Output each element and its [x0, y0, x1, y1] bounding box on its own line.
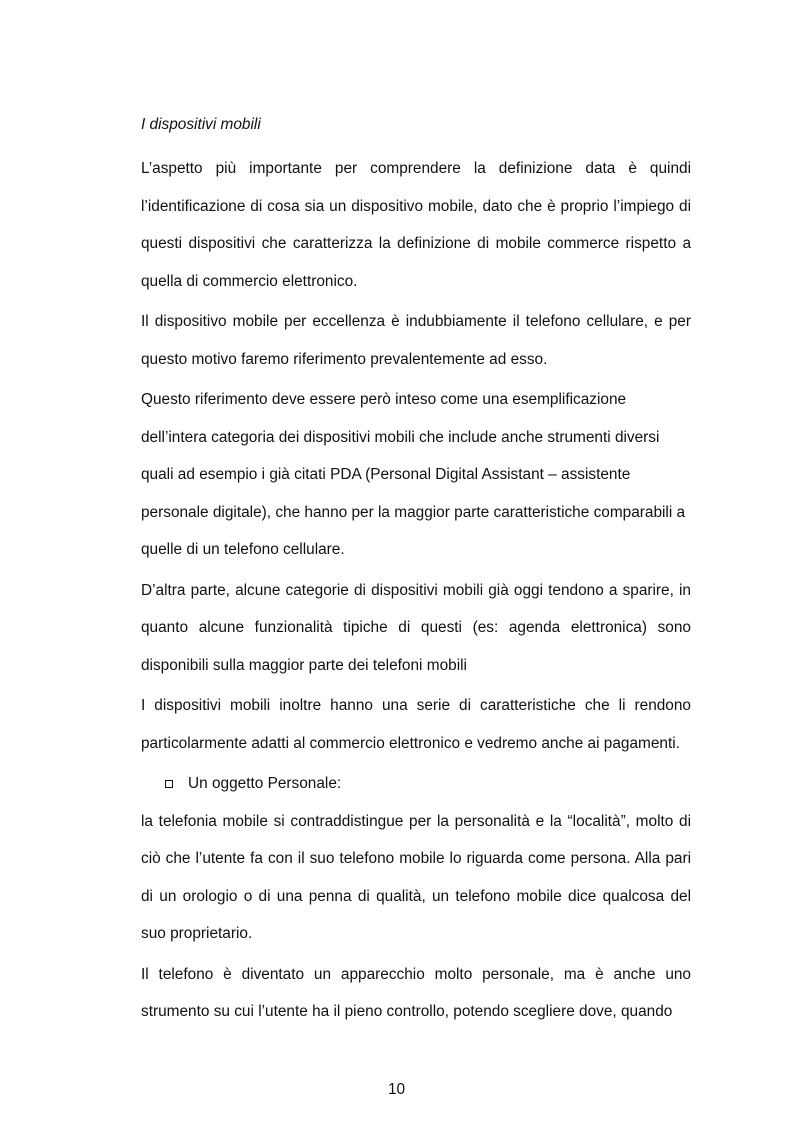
paragraph: I dispositivi mobili inoltre hanno una serie di caratteristiche che li rendono particolarmente adatti al commercio elettronico e vedremo anche ai pagamenti. — [141, 697, 691, 752]
bullet-text: Un oggetto Personale: — [188, 775, 342, 792]
page-number: 10 — [387, 1081, 406, 1098]
page-body — [141, 112, 691, 1034]
paragraph: Questo riferimento deve essere però inteso come una esemplificazione dell’intera categoria dei dispositivi mobili che include anche strumenti diversi quali ad esempio i già citati PDA (Personal Digital Assistant – assistente personale digitale), che hanno per la maggior parte caratteristiche comparabili a quelle di un telefono cellulare. — [141, 391, 686, 558]
paragraph: D’altra parte, alcune categorie di dispositivi mobili già oggi tendono a sparire, in quanto alcune funzionalità tipiche di questi (es: agenda elettronica) sono disponibili sulla maggior parte dei telefoni mobili — [141, 581, 691, 674]
paragraph: Il telefono è diventato un apparecchio molto personale, ma è anche uno strumento su cui l’utente ha il pieno controllo, potendo scegliere dove, quando — [141, 965, 691, 1020]
paragraph: Il dispositivo mobile per eccellenza è indubbiamente il telefono cellulare, e per questo motivo faremo riferimento prevalentemente ad esso. — [141, 313, 691, 368]
square-bullet-icon — [165, 780, 173, 788]
bullet-item — [141, 765, 691, 803]
paragraph: L’aspetto più importante per comprendere la definizione data è quindi l’identificazione di cosa sia un dispositivo mobile, dato che è proprio l’impiego di questi dispositivi che caratterizza la definizione di mobile commerce rispetto a quella di commercio elettronico. — [141, 160, 691, 290]
section-title: I dispositivi mobili — [141, 116, 261, 133]
paragraph: la telefonia mobile si contraddistingue per la personalità e la “località”, molto di ciò che l’utente fa con il suo telefono mobile lo riguarda come persona. Alla pari di un orologio o di una penna di qualità, un telefono mobile dice qualcosa del suo proprietario. — [141, 812, 691, 942]
